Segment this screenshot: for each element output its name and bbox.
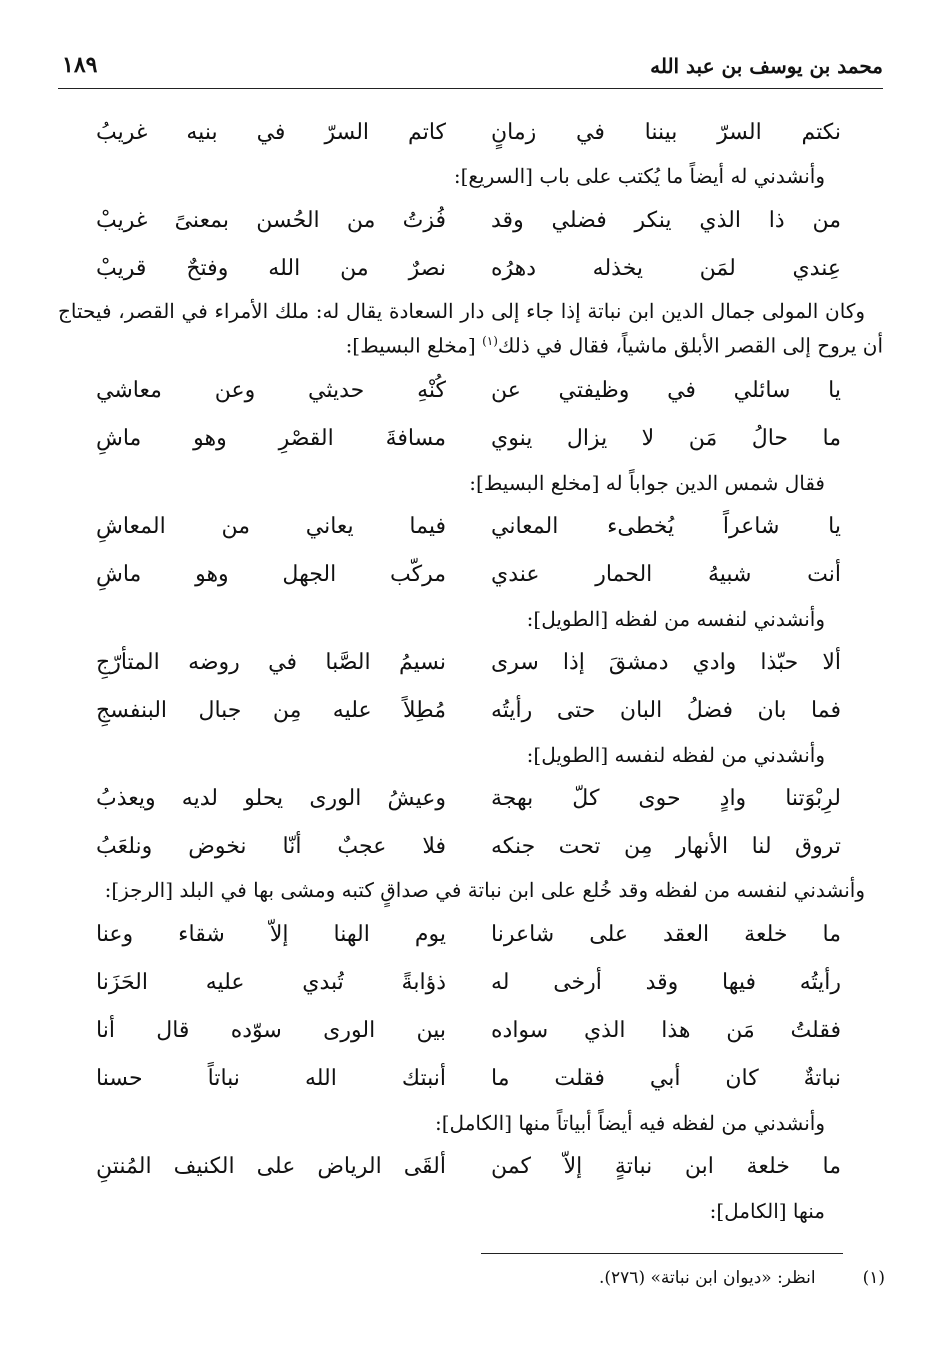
verse-second-hemistich: نسيمُ الصَّبا في روضه المتأرّجِ [96,650,446,676]
verse-second-hemistich: مركّب الجهل وهو ماشِ [96,562,446,588]
verse-first-hemistich: ما خلعة ابن نباتةٍ إلاّ كمن [491,1154,841,1180]
verse-first-hemistich: ما خلعة العقد على شاعرنا [491,922,841,948]
page-header [58,48,883,89]
verse-first-hemistich: ألا حبّذا وادي دمشقَ إذا سرى [491,650,841,676]
running-title: محمد بن يوسف بن عبد الله [650,54,883,78]
verse-first-hemistich: أنت شبيهُ الحمار عندي [491,562,841,588]
verse-second-hemistich: وعيشُ الورى يحلو لديه ويعذبُ [96,786,446,812]
verse-line [58,687,843,735]
prose-paragraph [58,292,883,367]
verse-line [58,823,843,871]
verse-second-hemistich: ألقَى الرياض على الكنيف المُنتنِ [96,1154,446,1180]
prose-text-meter: [مخلع البسيط]: [345,333,483,358]
poem-introduction: منها [الكامل]: [709,1198,825,1223]
poem-introduction: وأنشدني له أيضاً ما يُكتب على باب [السريع]: [453,164,825,188]
verse-first-hemistich: فما بان فضلُ البان حتى رأيتُه [491,698,841,724]
verse-first-hemistich: عِندي لمَن يخذله دهرُه [491,255,841,281]
poem-introduction: فقال شمس الدين جواباً له [مخلع البسيط]: [469,470,825,495]
footnote-text: انظر: «ديوان ابن نباتة» (٢٧٦). [599,1268,816,1288]
verse-first-hemistich: من ذا الذي ينكر فضلي وقد [491,207,841,233]
footnote-divider [481,1253,843,1254]
page-body [58,108,883,1231]
verse-line [58,367,843,415]
verse-second-hemistich: يوم الهنا إلاّ شقاء وعنا [96,922,446,948]
verse-line [58,244,843,292]
verse-second-hemistich: كُنْهِ حديثي وعن معاشي [96,378,446,404]
verse-second-hemistich: مسافةَ القصْرِ وهو ماشِ [96,426,446,452]
footnote-marker[interactable]: (١) [482,334,498,348]
poem-introduction: وأنشدني لنفسه من لفظه [الطويل]: [526,606,825,631]
verse-second-hemistich: فُزتُ من الحُسن بمعنىً غريبْ [96,207,446,233]
verse-first-hemistich: نباتةٌ كان أبي فقلت ما [491,1066,841,1092]
verse-line [58,415,843,463]
verse-line [58,775,843,823]
verse-line [58,196,843,244]
verse-second-hemistich: ذؤابةً تُبدي عليه الحَزَنا [96,970,446,996]
poem-introduction: وأنشدني من لفظه فيه أيضاً أبياتاً منها [الكامل]: [435,1110,825,1135]
verse-line [58,1055,843,1103]
prose-text: وكان المولى جمال الدين ابن نباتة إذا جاء إلى دار السعادة يقال له: ملك الأمراء في القصر، فيحتاج أن يروح إلى القصر الأبلق ماشياً، فقال في ذلك [58,299,883,358]
verse-first-hemistich: يا سائلي في وظيفتي عن [491,378,841,404]
verse-first-hemistich: يا شاعراً يُخطىء المعاني [491,514,841,540]
verse-first-hemistich: نكتم السرّ بيننا في زمانٍ [491,119,841,145]
verse-second-hemistich: مُطِلاً عليه مِن جبال البنفسجِ [96,698,446,724]
footnote [599,1268,885,1288]
verse-second-hemistich: فلا عجبٌ أنّا نخوض ونلعَبُ [96,834,446,860]
verse-line [58,503,843,551]
poem-introduction: وأنشدني من لفظه لنفسه [الطويل]: [526,742,825,767]
verse-second-hemistich: أنبتك الله نباتاً حسنا [96,1066,446,1092]
verse-line [58,108,843,156]
verse-line [58,1007,843,1055]
verse-line [58,911,843,959]
verse-first-hemistich: تروق لنا الأنهار مِن تحت جنكه [491,834,841,860]
verse-second-hemistich: بين الورى سوّده قال أنا [96,1018,446,1044]
footnote-number: (١) [862,1268,885,1288]
verse-first-hemistich: رأيتُه فيها وقد أرخى له [491,970,841,996]
verse-first-hemistich: لرِبْوَتنا وادٍ حوى كلّ بهجة [491,786,841,812]
verse-second-hemistich: نصرٌ من الله وفتحٌ قريبْ [96,255,446,281]
verse-second-hemistich: فيما يعاني من المعاشِ [96,514,446,540]
verse-line [58,639,843,687]
verse-second-hemistich: كاتم السرّ في بنيه غريبُ [96,119,446,145]
verse-line [58,959,843,1007]
verse-line [58,551,843,599]
verse-first-hemistich: ما حالُ مَن لا يزال ينوي [491,426,841,452]
page-number: ١٨٩ [62,52,98,78]
verse-line [58,1143,843,1191]
verse-first-hemistich: فقلتُ مَن هذا الذي سواده [491,1018,841,1044]
prose-paragraph: وأنشدني لنفسه من لفظه وقد خُلع على ابن نباتة في صداقٍ كتبه ومشى بها في البلد [الرجز]: [104,877,865,902]
